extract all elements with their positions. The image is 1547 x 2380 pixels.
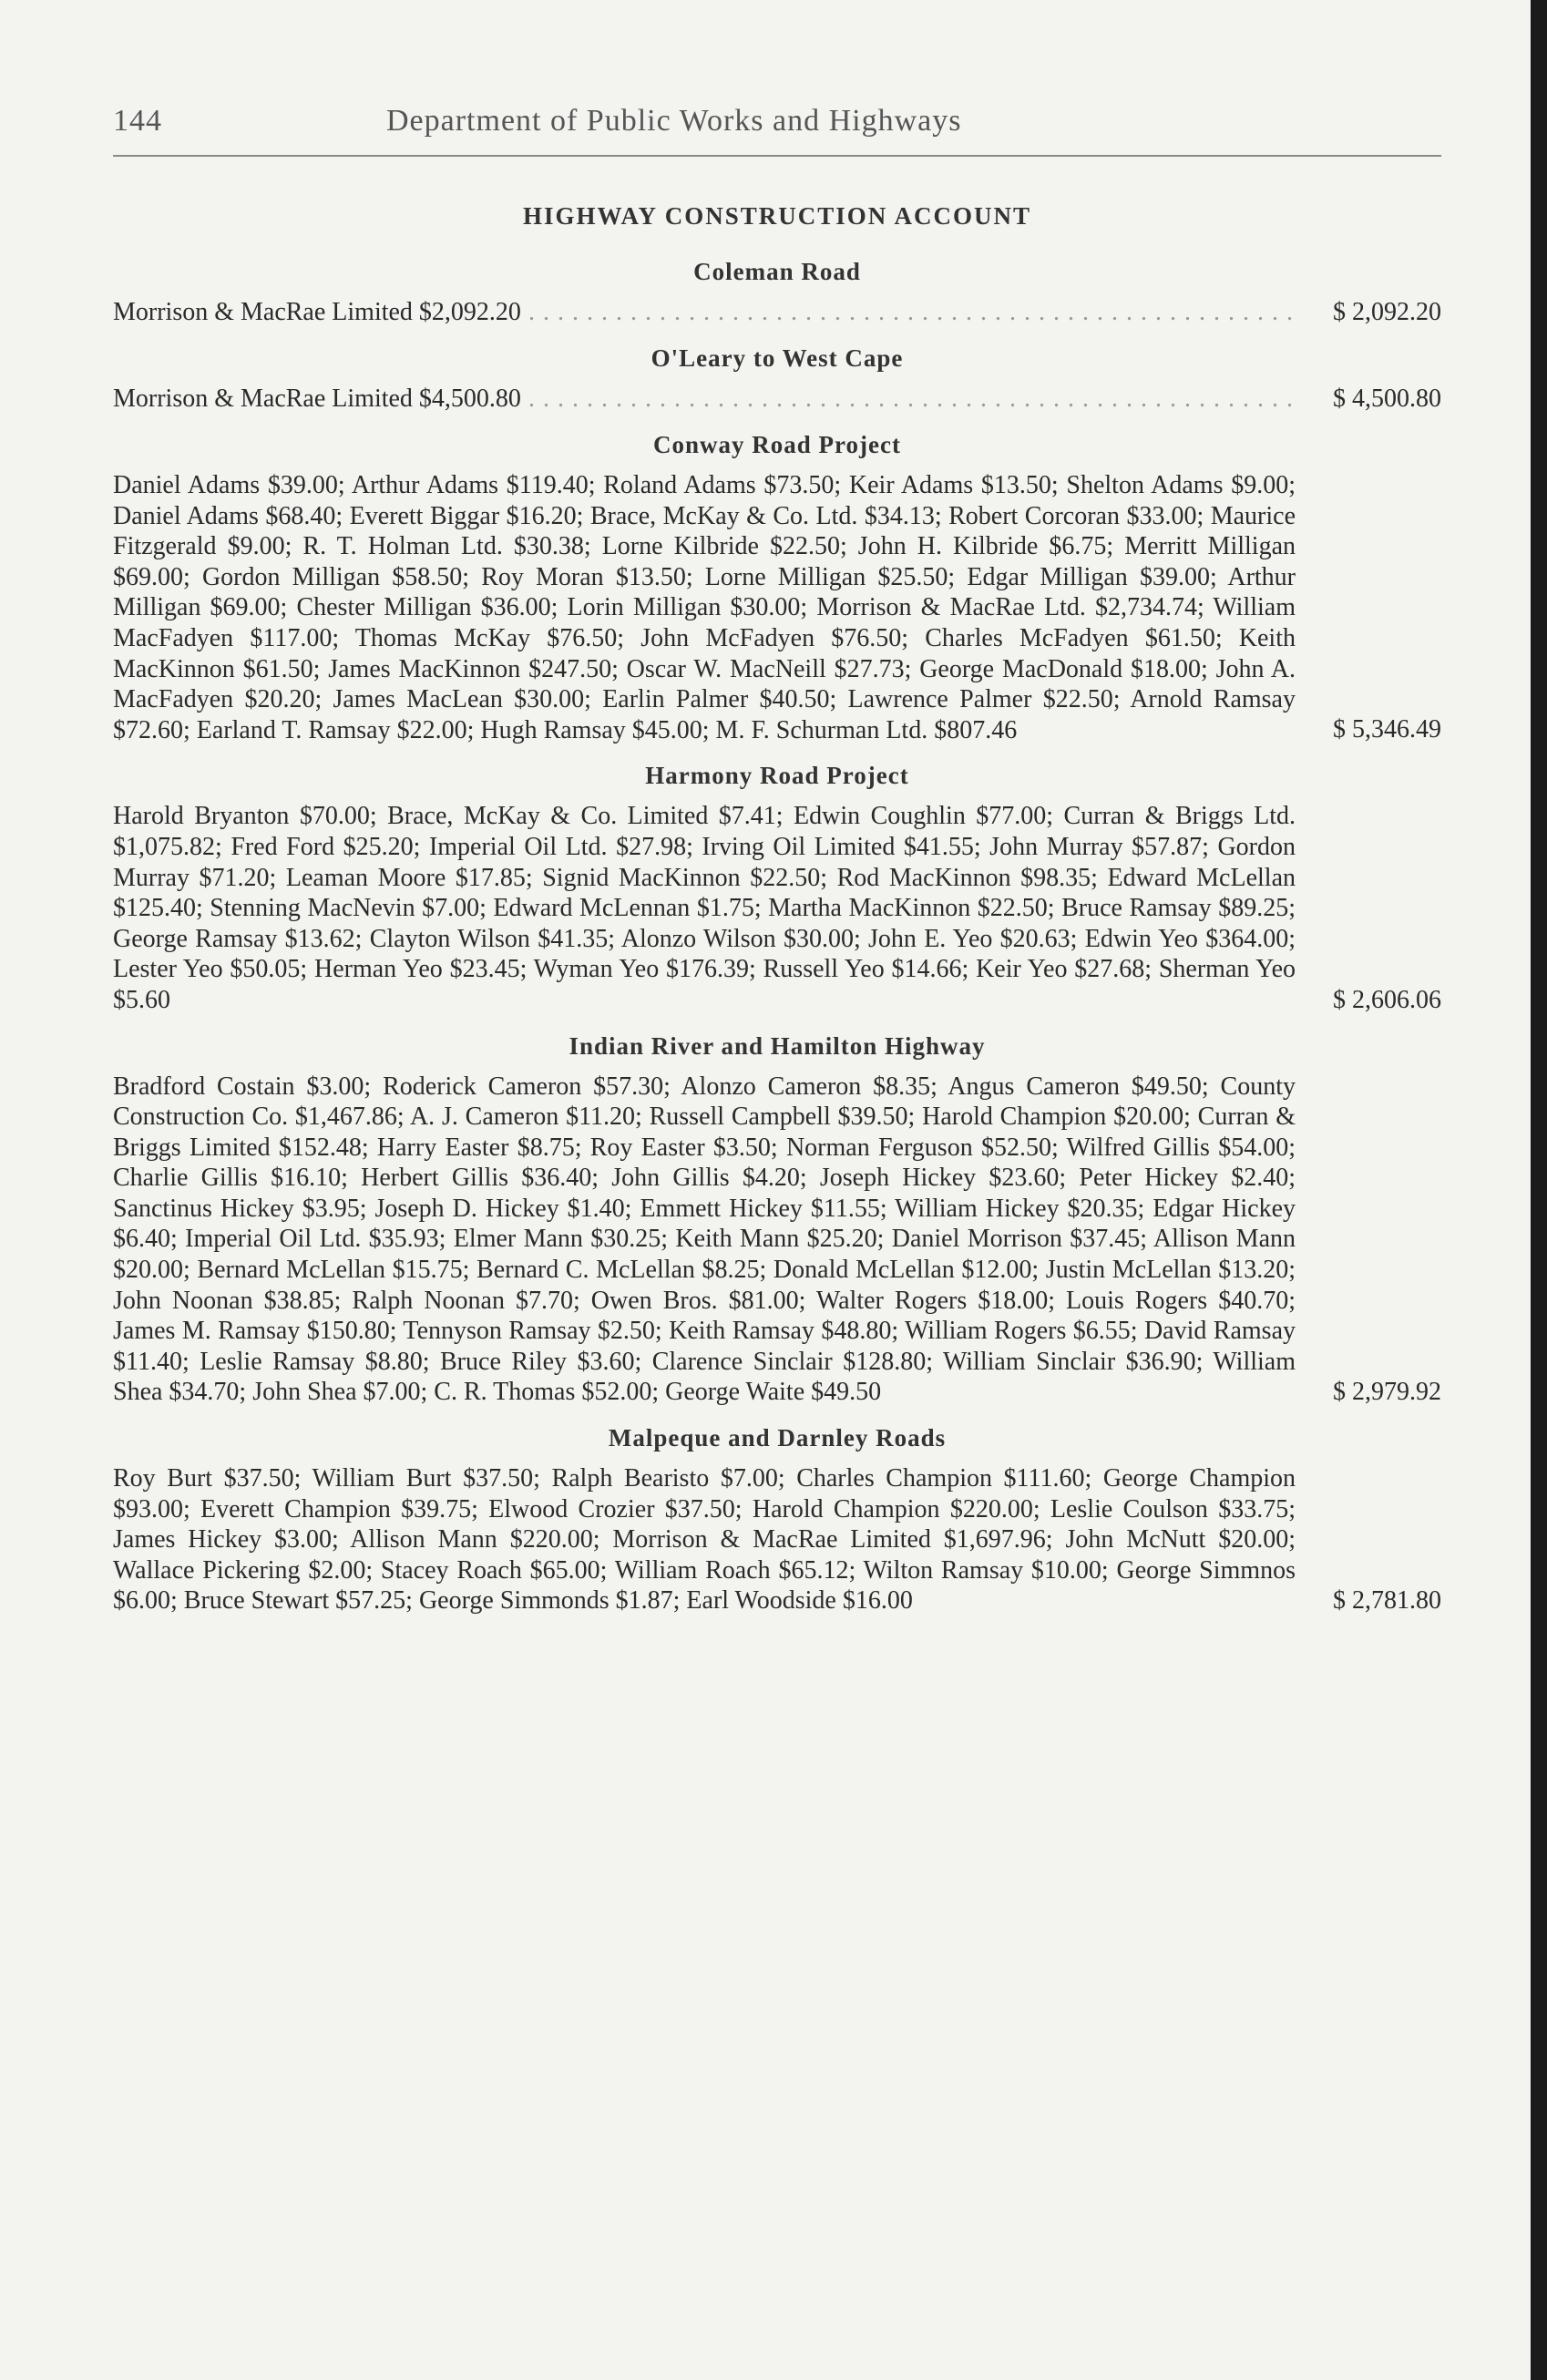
section-entry-malpeque-darnley [113, 1463, 1441, 1616]
section-entry-conway-road [113, 470, 1441, 745]
section-title-harmony-road: Harmony Road Project [645, 762, 909, 790]
section-title-coleman-road: Coleman Road [693, 258, 861, 285]
section-text: Morrison & MacRae Limited $4,500.80 . . . [113, 384, 1296, 415]
section-text: Daniel Adams $39.00; Arthur Adams $119.40; Roland Adams $73.50; Keir Adams $13.50; Shelton Adams $9.00; Daniel Adams $68.40; Everett Biggar $16.20; Brace, McKay & Co. Ltd. $34.13; Robert Corcoran $33.00; Maurice Fitzgerald $9.00; R. T. Holman Ltd. $30.38; Lorne Kilbride $22.50; John H. Kilbride $6.75; Merritt Milligan $69.00; Gordon Milligan $58.50; Roy Moran $13.50; Lorne Milligan $25.50; Edgar Milligan $39.00; Arthur Milligan $69.00; Chester Milligan $36.00; Lorin Milligan $30.00; Morrison & MacRae Ltd. $2,734.74; William MacFadyen $117.00; Thomas McKay $76.50; John McFadyen $76.50; Charles McFadyen $61.50; Keith MacKinnon $61.50; James MacKinnon $247.50; Oscar W. MacNeill $27.73; George MacDonald $18.00; John A. MacFadyen $20.20; James MacLean $30.00; Earlin Palmer $40.50; Lawrence Palmer $22.50; Arnold Ramsay $72.60; Earland T. Ramsay $22.00; Hugh Ramsay $45.00; M. F. Schurman Ltd. $807.46 [113, 471, 1296, 744]
section-total: $ 2,092.20 [1333, 298, 1441, 326]
running-header [113, 100, 1441, 157]
section-total: $ 5,346.49 [1333, 715, 1441, 744]
section-total: $ 4,500.80 [1333, 385, 1441, 413]
section-title-malpeque-darnley: Malpeque and Darnley Roads [608, 1424, 947, 1452]
section-total: $ 2,606.06 [1333, 985, 1441, 1014]
section-text: Bradford Costain $3.00; Roderick Cameron $57.30; Alonzo Cameron $8.35; Angus Cameron $49.50; County Construction Co. $1,467.86; A. J. Cameron $11.20; Russell Campbell $39.50; Harold Champion $20.00; Curran & Briggs Limited $152.48; Harry Easter $8.75; Roy Easter $3.50; Norman Ferguson $52.50; Wilfred Gillis $54.00; Charlie Gillis $16.10; Herbert Gillis $36.40; John Gillis $4.20; Joseph Hickey $23.60; Peter Hickey $2.40; Sanctinus Hickey $3.95; Joseph D. Hickey $1.40; Emmett Hickey $11.55; William Hickey $20.35; Edgar Hickey $6.40; Imperial Oil Ltd. $35.93; Elmer Mann $30.25; Keith Mann $25.20; Daniel Morrison $37.45; Allison Mann $20.00; Bernard McLellan $15.75; Bernard C. McLellan $8.25; Donald McLellan $12.00; Justin McLellan $13.20; John Noonan $38.85; Ralph Noonan $7.70; Owen Bros. $81.00; Walter Rogers $18.00; Louis Rogers $40.70; James M. Ramsay $150.80; Tennyson Ramsay $2.50; Keith Ramsay $48.80; William Rogers $6.55; David Ramsay $11.40; Leslie Ramsay $8.80; Bruce Riley $3.60; Clarence Sinclair $128.80; William Sinclair $36.90; William Shea $34.70; John Shea $7.00; C. R. Thomas $52.00; George Waite $49.50 [113, 1072, 1296, 1407]
section-entry-harmony-road [113, 801, 1441, 1015]
section-title-indian-river-hamilton: Indian River and Hamilton Highway [569, 1031, 986, 1060]
document-body [113, 182, 1441, 1616]
section-text: Roy Burt $37.50; William Burt $37.50; Ralph Bearisto $7.00; Charles Champion $111.60; George Champion $93.00; Everett Champion $39.75; Elwood Crozier $37.50; Harold Champion $220.00; Leslie Coulson $33.75; James Hickey $3.00; Allison Mann $220.00; Morrison & MacRae Limited $1,697.96; John McNutt $20.00; Wallace Pickering $2.00; Stacey Roach $65.00; William Roach $65.12; Wilton Ramsay $10.00; George Simmnos $6.00; Bruce Stewart $57.25; George Simmonds $1.87; Earl Woodside $16.00 [113, 1464, 1296, 1616]
running-title: Department of Public Works and Highways [386, 104, 962, 138]
section-text: Morrison & MacRae Limited $2,092.20 . . . [113, 297, 1296, 328]
section-entry-indian-river-hamilton [113, 1072, 1441, 1409]
section-title-conway-road: Conway Road Project [653, 431, 901, 458]
section-text: Harold Bryanton $70.00; Brace, McKay & Co. Limited $7.41; Edwin Coughlin $77.00; Curran & Briggs Ltd. $1,075.82; Fred Ford $25.20; Imperial Oil Ltd. $27.98; Irving Oil Limited $41.55; John Murray $57.87; Gordon Murray $71.20; Leaman Moore $17.85; Signid MacKinnon $22.50; Rod MacKinnon $98.35; Edward McLellan $125.40; Stenning MacNevin $7.00; Edward McLennan $1.75; Martha MacKinnon $22.50; Bruce Ramsay $89.25; George Ramsay $13.62; Clayton Wilson $41.35; Alonzo Wilson $30.00; John E. Yeo $20.63; Edwin Yeo $364.00; Lester Yeo $50.05; Herman Yeo $23.45; Wyman Yeo $176.39; Russell Yeo $14.66; Keir Yeo $27.68; Sherman Yeo $5.60 [113, 802, 1296, 1014]
page-edge-shadow [1531, 0, 1547, 2380]
section-entry-oleary-west-cape [113, 384, 1441, 415]
section-total: $ 2,979.92 [1333, 1378, 1441, 1407]
section-total: $ 2,781.80 [1333, 1586, 1441, 1615]
account-title: HIGHWAY CONSTRUCTION ACCOUNT [522, 202, 1032, 230]
section-title-oleary-west-cape: O'Leary to West Cape [651, 344, 904, 372]
section-entry-coleman-road [113, 297, 1441, 328]
page-number: 144 [113, 104, 162, 138]
